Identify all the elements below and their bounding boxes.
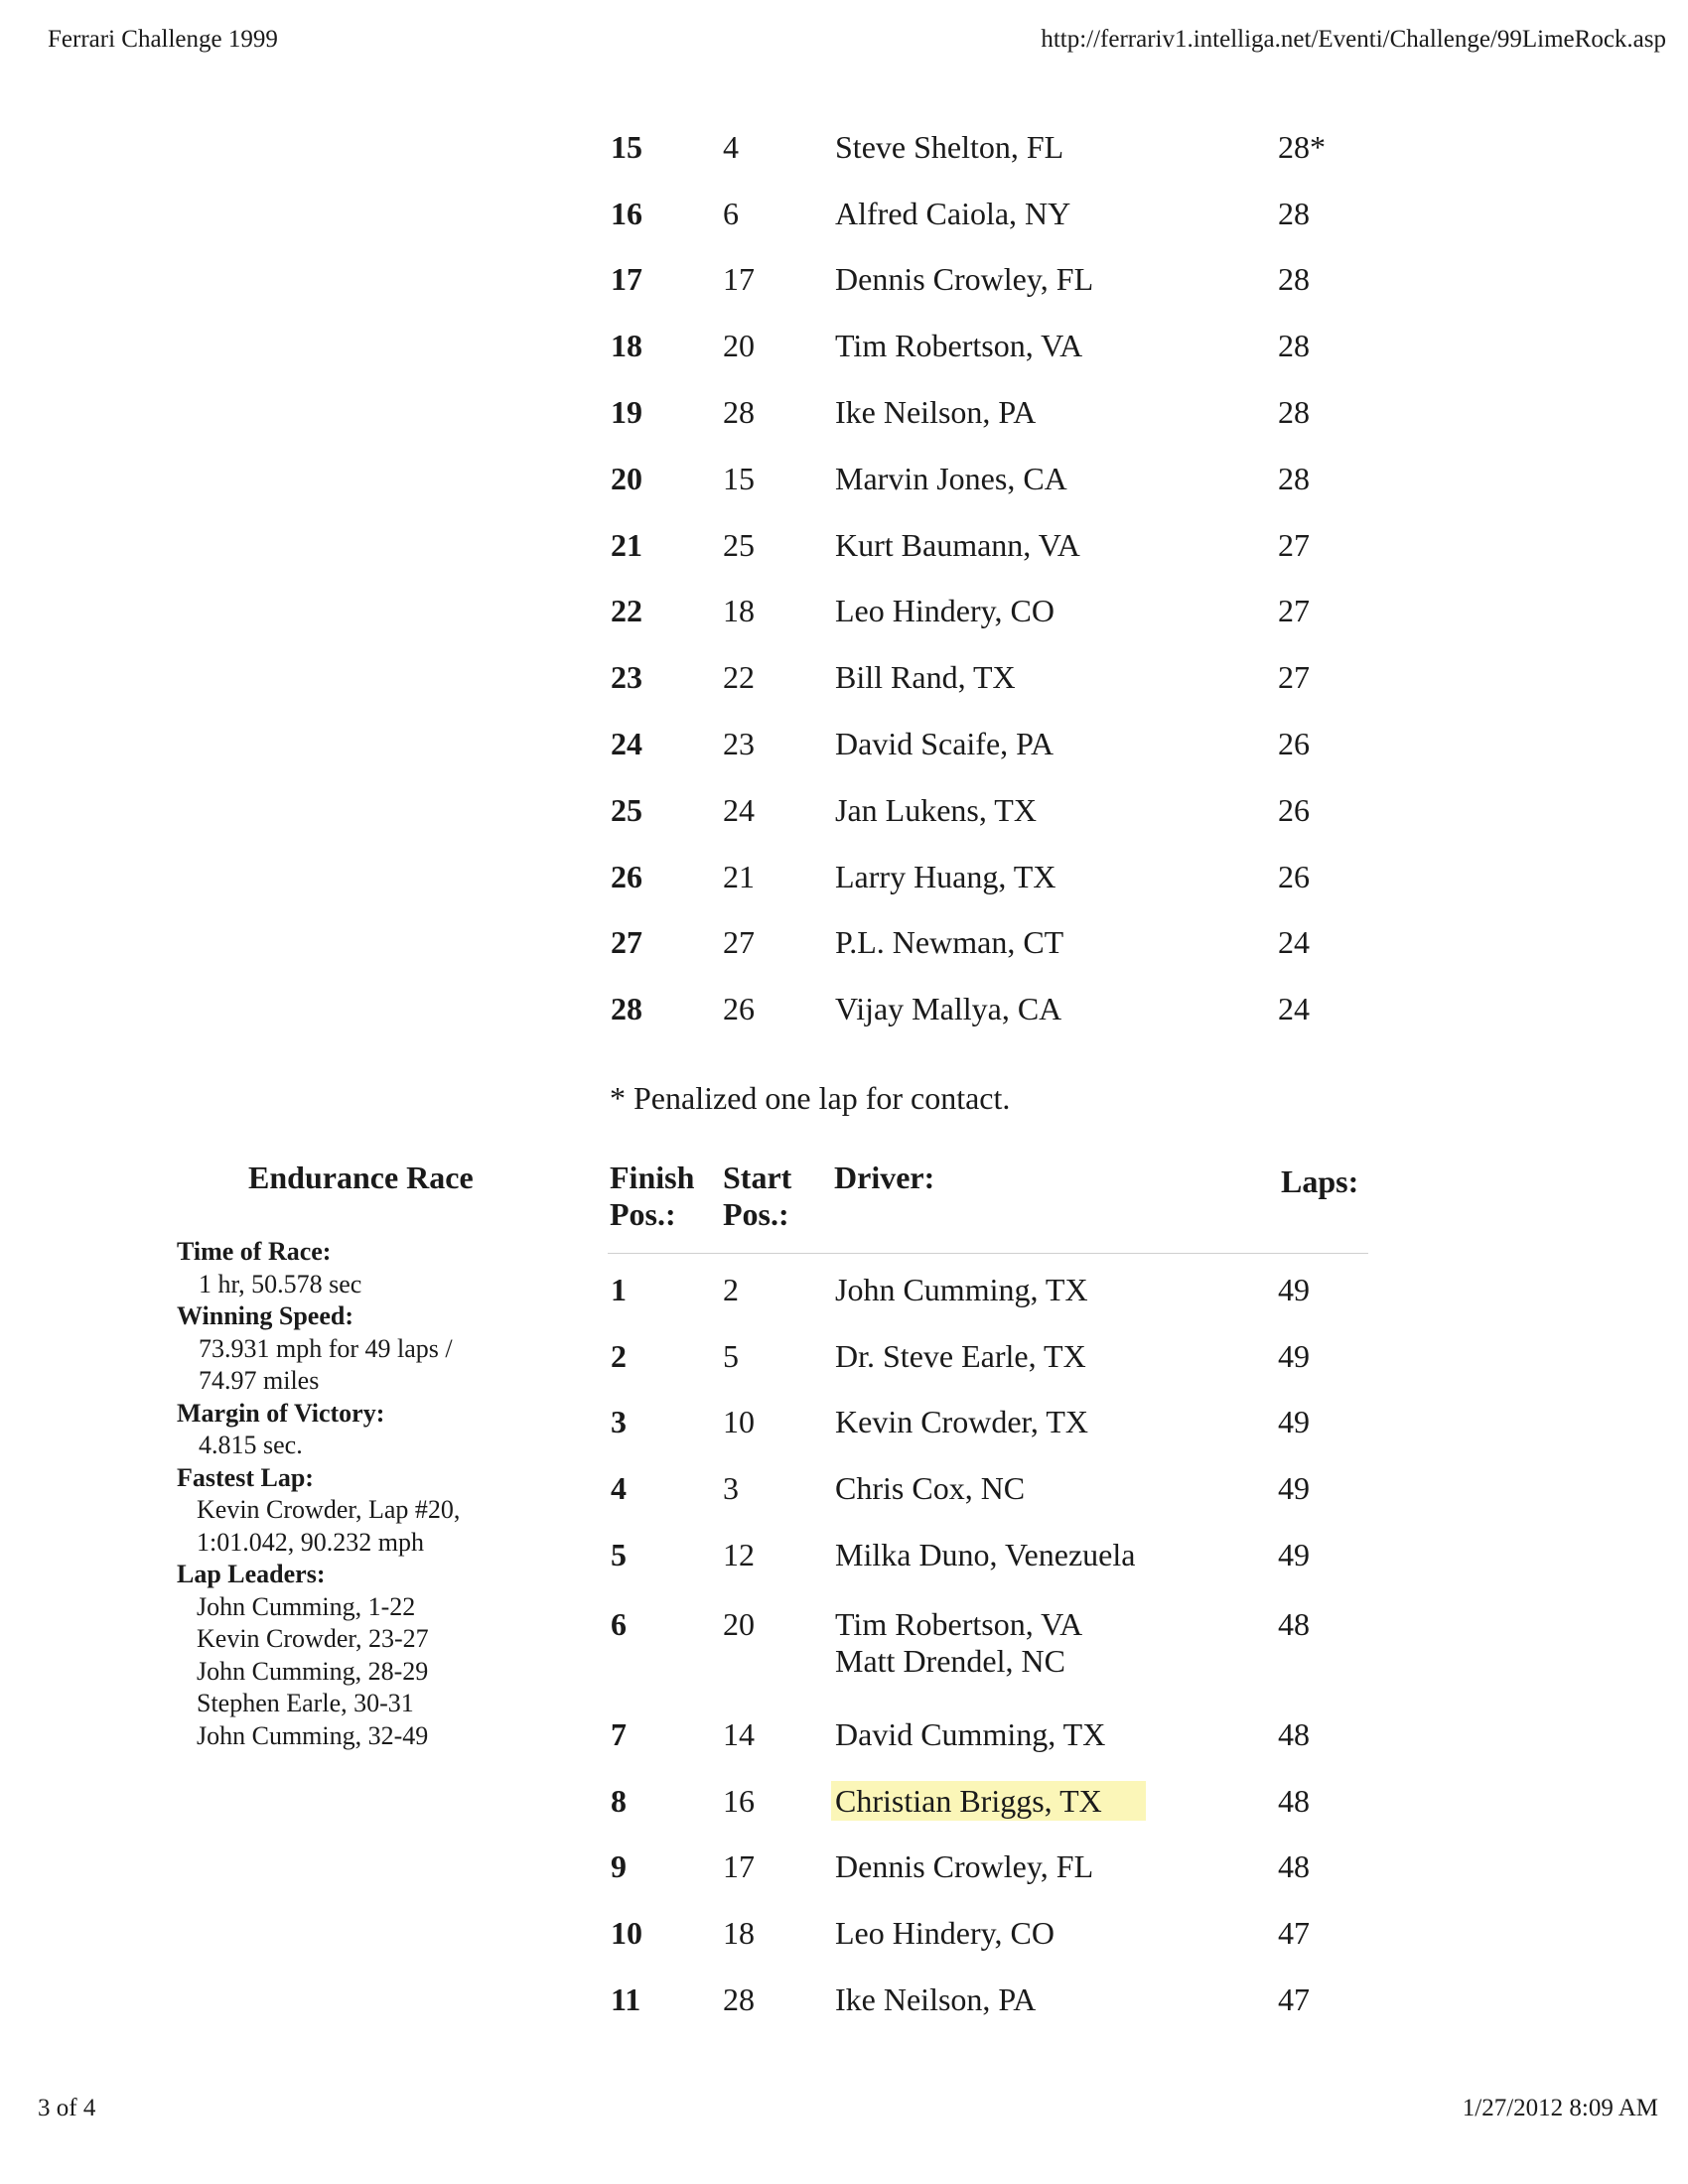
highlighted-driver-name: Christian Briggs, TX xyxy=(831,1781,1146,1821)
driver-cell xyxy=(835,1900,1278,1967)
endurance-results-body xyxy=(609,1257,1397,2033)
start-position: 2 xyxy=(723,1271,739,1307)
driver-cell xyxy=(835,1390,1278,1456)
fastest-lap-label: Fastest Lap: xyxy=(177,1462,314,1492)
laps-count: 49 xyxy=(1278,1537,1310,1573)
table-row xyxy=(609,711,1397,777)
table-row xyxy=(609,114,1397,181)
finish-header-line2: Pos.: xyxy=(610,1196,676,1232)
driver-name: Kurt Baumann, VA xyxy=(835,526,1080,563)
table-row xyxy=(609,247,1397,314)
start-position: 6 xyxy=(723,195,739,231)
fastest-lap-time: 1:01.042, 90.232 mph xyxy=(197,1527,424,1557)
table-row xyxy=(609,379,1397,446)
driver-name: Leo Hindery, CO xyxy=(835,1915,1055,1952)
table-row xyxy=(609,1702,1397,1768)
finish-position: 15 xyxy=(611,128,642,165)
finish-position: 24 xyxy=(611,726,642,762)
page-header-url: http://ferrariv1.intelliga.net/Eventi/Challenge/99LimeRock.asp xyxy=(1041,26,1666,53)
start-position: 25 xyxy=(723,526,755,563)
finish-position: 8 xyxy=(611,1782,627,1819)
table-row xyxy=(609,181,1397,247)
endurance-results-table xyxy=(609,1257,1397,2033)
table-row xyxy=(609,844,1397,910)
finish-position: 23 xyxy=(611,659,642,696)
winning-speed-distance: 74.97 miles xyxy=(199,1366,320,1395)
table-row xyxy=(609,1522,1397,1588)
laps-count: 47 xyxy=(1278,1981,1310,2018)
driver-cell xyxy=(835,1455,1278,1522)
finish-position: 2 xyxy=(611,1337,627,1374)
start-position: 26 xyxy=(723,991,755,1027)
start-position: 15 xyxy=(723,460,755,496)
start-position: 28 xyxy=(723,1981,755,2018)
driver-name: Vijay Mallya, CA xyxy=(835,991,1062,1027)
margin-of-victory-label: Margin of Victory: xyxy=(177,1398,385,1428)
time-of-race-value: 1 hr, 50.578 sec xyxy=(199,1269,362,1298)
finish-position: 27 xyxy=(611,924,642,961)
page-header-title: Ferrari Challenge 1999 xyxy=(48,26,278,53)
finish-header-line1: Finish xyxy=(610,1160,695,1195)
lap-leader-item: Stephen Earle, 30-31 xyxy=(197,1689,414,1717)
laps-header: Laps: xyxy=(1281,1163,1359,1199)
driver-cell xyxy=(835,1522,1278,1588)
table-row xyxy=(609,1390,1397,1456)
driver-name: John Cumming, TX xyxy=(835,1271,1088,1307)
start-position: 20 xyxy=(723,328,755,364)
laps-count: 48 xyxy=(1278,1848,1310,1885)
start-position: 21 xyxy=(723,858,755,894)
driver-cell xyxy=(835,1967,1278,2033)
endurance-race-summary xyxy=(177,1236,514,1752)
finish-position: 6 xyxy=(611,1605,627,1642)
penalty-footnote: * Penalized one lap for contact. xyxy=(610,1080,1011,1116)
driver-name: Dennis Crowley, FL xyxy=(835,261,1094,298)
driver-name: Larry Huang, TX xyxy=(835,858,1056,894)
finish-position: 5 xyxy=(611,1537,627,1573)
start-position: 17 xyxy=(723,1848,755,1885)
finish-position: 25 xyxy=(611,791,642,828)
table-row xyxy=(609,512,1397,579)
driver-name: Chris Cox, NC xyxy=(835,1470,1026,1507)
winning-speed-label: Winning Speed: xyxy=(177,1301,353,1330)
driver-cell xyxy=(835,1257,1278,1323)
laps-count: 27 xyxy=(1278,593,1310,629)
laps-count: 47 xyxy=(1278,1915,1310,1952)
start-header-line1: Start xyxy=(723,1160,792,1195)
table-row xyxy=(609,446,1397,512)
laps-count: 49 xyxy=(1278,1470,1310,1507)
driver-cell xyxy=(835,1588,1278,1702)
lap-leaders-list xyxy=(177,1591,514,1753)
driver-cell xyxy=(835,1702,1278,1768)
laps-count: 28 xyxy=(1278,394,1310,431)
driver-name: Milka Duno, Venezuela xyxy=(835,1537,1136,1573)
laps-count: 49 xyxy=(1278,1404,1310,1440)
start-position: 22 xyxy=(723,659,755,696)
driver-name: Tim Robertson, VA xyxy=(835,1605,1083,1642)
table-row xyxy=(609,1588,1397,1702)
driver-name: Alfred Caiola, NY xyxy=(835,195,1071,231)
lap-leader-item: John Cumming, 28-29 xyxy=(197,1656,429,1686)
start-position: 24 xyxy=(723,791,755,828)
start-position: 12 xyxy=(723,1537,755,1573)
lap-leader-item: Kevin Crowder, 23-27 xyxy=(197,1624,429,1653)
start-position: 28 xyxy=(723,394,755,431)
finish-position: 22 xyxy=(611,593,642,629)
finish-position: 4 xyxy=(611,1470,627,1507)
finish-position: 7 xyxy=(611,1715,627,1752)
driver-name: Bill Rand, TX xyxy=(835,659,1016,696)
table-row xyxy=(609,1900,1397,1967)
finish-position: 18 xyxy=(611,328,642,364)
laps-count: 26 xyxy=(1278,791,1310,828)
laps-count: 26 xyxy=(1278,858,1310,894)
time-of-race-label: Time of Race: xyxy=(177,1237,332,1266)
fastest-lap-driver: Kevin Crowder, Lap #20, xyxy=(197,1495,461,1524)
table-row xyxy=(609,1768,1397,1835)
endurance-race-title: Endurance Race xyxy=(248,1160,474,1195)
table-row xyxy=(609,579,1397,645)
start-position: 18 xyxy=(723,593,755,629)
finish-position: 28 xyxy=(611,991,642,1027)
laps-count: 24 xyxy=(1278,924,1310,961)
laps-count: 49 xyxy=(1278,1271,1310,1307)
driver-name: Jan Lukens, TX xyxy=(835,791,1037,828)
laps-count: 27 xyxy=(1278,659,1310,696)
lap-leader-item: John Cumming, 1-22 xyxy=(197,1591,416,1621)
finish-position: 16 xyxy=(611,195,642,231)
driver-name: Marvin Jones, CA xyxy=(835,460,1067,496)
lap-leader-item: John Cumming, 32-49 xyxy=(197,1720,429,1750)
start-position: 10 xyxy=(723,1404,755,1440)
table-row xyxy=(609,777,1397,844)
start-position: 3 xyxy=(723,1470,739,1507)
driver-name: David Scaife, PA xyxy=(835,726,1055,762)
table-row xyxy=(609,1835,1397,1901)
laps-count: 27 xyxy=(1278,526,1310,563)
start-position: 4 xyxy=(723,128,739,165)
start-position: 18 xyxy=(723,1915,755,1952)
driver-header: Driver: xyxy=(834,1160,935,1195)
finish-pos-header xyxy=(610,1160,694,1233)
table-row xyxy=(609,1257,1397,1323)
driver-name: Ike Neilson, PA xyxy=(835,394,1037,431)
table-row xyxy=(609,313,1397,379)
driver-name: Steve Shelton, FL xyxy=(835,128,1064,165)
driver-name: Tim Robertson, VA xyxy=(835,328,1083,364)
race-results-body xyxy=(609,114,1397,1042)
laps-count: 48 xyxy=(1278,1715,1310,1752)
laps-count: 24 xyxy=(1278,991,1310,1027)
table-row xyxy=(609,644,1397,711)
table-row xyxy=(609,910,1397,977)
table-row xyxy=(609,1967,1397,2033)
lap-leaders-label: Lap Leaders: xyxy=(177,1560,326,1588)
winning-speed-value: 73.931 mph for 49 laps / xyxy=(199,1333,453,1363)
finish-position: 20 xyxy=(611,460,642,496)
finish-position: 9 xyxy=(611,1848,627,1885)
start-pos-header xyxy=(723,1160,791,1233)
laps-count: 26 xyxy=(1278,726,1310,762)
laps-count: 28* xyxy=(1278,128,1326,165)
race-results-table xyxy=(609,114,1397,1042)
start-position: 20 xyxy=(723,1605,755,1642)
finish-position: 11 xyxy=(611,1981,641,2018)
laps-count: 49 xyxy=(1278,1337,1310,1374)
driver-name: P.L. Newman, CT xyxy=(835,924,1064,961)
finish-position: 1 xyxy=(611,1271,627,1307)
driver-cell xyxy=(835,1768,1278,1835)
table-row xyxy=(609,976,1397,1042)
driver-cell xyxy=(835,1835,1278,1901)
page-number: 3 of 4 xyxy=(38,2095,96,2121)
laps-count: 28 xyxy=(1278,460,1310,496)
start-position: 27 xyxy=(723,924,755,961)
print-datetime: 1/27/2012 8:09 AM xyxy=(1462,2095,1658,2121)
laps-count: 48 xyxy=(1278,1782,1310,1819)
margin-of-victory-value: 4.815 sec. xyxy=(199,1431,303,1459)
laps-count: 48 xyxy=(1278,1605,1310,1642)
start-position: 14 xyxy=(723,1715,755,1752)
finish-position: 26 xyxy=(611,858,642,894)
start-header-line2: Pos.: xyxy=(723,1196,789,1232)
start-position: 5 xyxy=(723,1337,739,1374)
start-position: 17 xyxy=(723,261,755,298)
laps-count: 28 xyxy=(1278,328,1310,364)
start-position: 16 xyxy=(723,1782,755,1819)
driver-name: Dr. Steve Earle, TX xyxy=(835,1337,1086,1374)
finish-position: 3 xyxy=(611,1404,627,1440)
driver-name: Leo Hindery, CO xyxy=(835,593,1055,629)
start-position: 23 xyxy=(723,726,755,762)
laps-count: 28 xyxy=(1278,261,1310,298)
finish-position: 17 xyxy=(611,261,642,298)
laps-count: 28 xyxy=(1278,195,1310,231)
driver-name: Kevin Crowder, TX xyxy=(835,1404,1088,1440)
driver-name: Dennis Crowley, FL xyxy=(835,1848,1094,1885)
header-divider xyxy=(608,1253,1368,1254)
finish-position: 19 xyxy=(611,394,642,431)
driver-cell xyxy=(835,1323,1278,1390)
finish-position: 10 xyxy=(611,1915,642,1952)
driver-name: Ike Neilson, PA xyxy=(835,1981,1037,2018)
driver-name: David Cumming, TX xyxy=(835,1715,1106,1752)
table-row xyxy=(609,1455,1397,1522)
co-driver-name: Matt Drendel, NC xyxy=(835,1642,1065,1679)
finish-position: 21 xyxy=(611,526,642,563)
table-row xyxy=(609,1323,1397,1390)
